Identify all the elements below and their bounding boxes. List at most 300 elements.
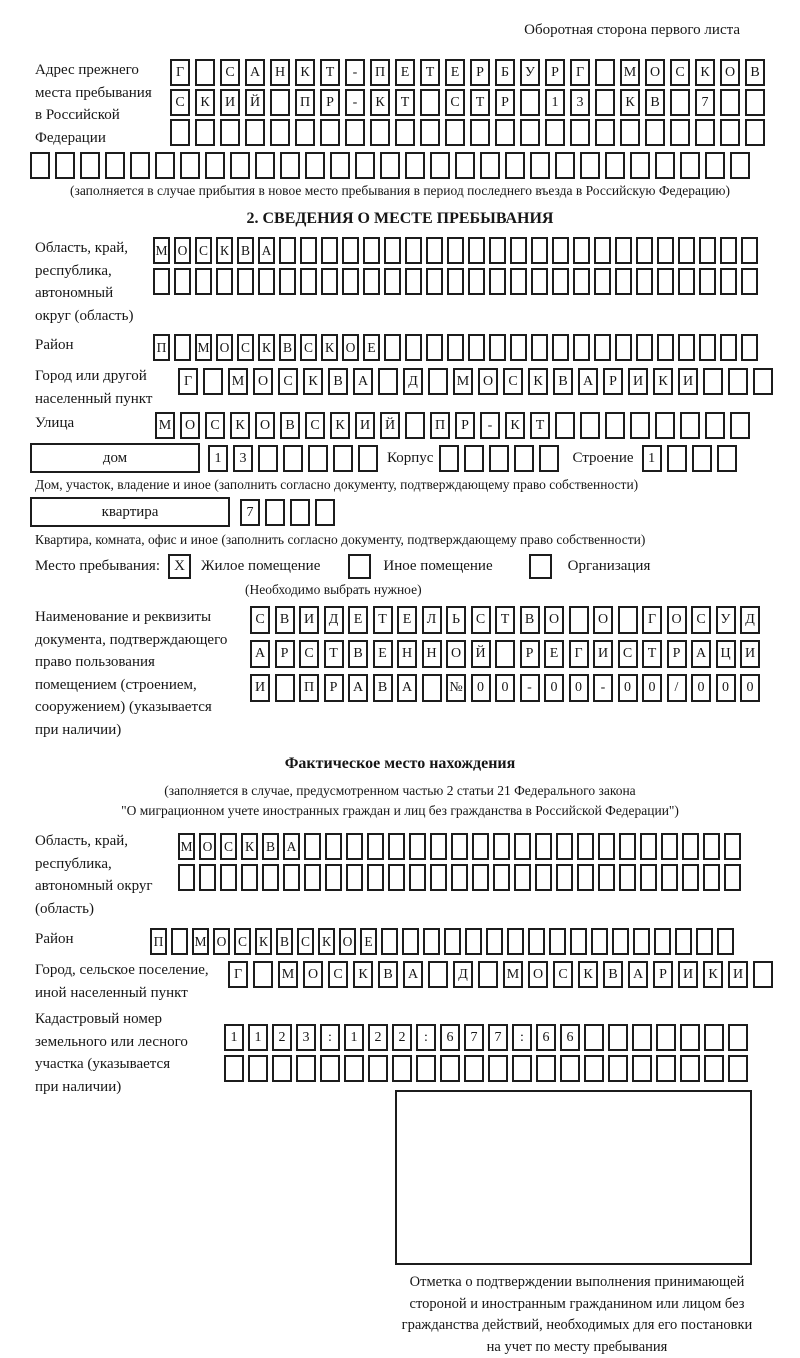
- char-cell[interactable]: [455, 152, 475, 179]
- char-cell[interactable]: С: [220, 833, 237, 860]
- char-cell[interactable]: [342, 237, 359, 264]
- char-cell[interactable]: [692, 445, 712, 472]
- char-cell[interactable]: К: [241, 833, 258, 860]
- char-cell[interactable]: [270, 89, 290, 116]
- char-cell[interactable]: [405, 237, 422, 264]
- char-cell[interactable]: [720, 334, 737, 361]
- char-cell[interactable]: [591, 928, 608, 955]
- char-cell[interactable]: Н: [397, 640, 417, 668]
- char-cell[interactable]: -: [593, 674, 613, 702]
- char-cell[interactable]: [468, 268, 485, 295]
- char-cell[interactable]: [320, 1055, 340, 1082]
- char-cell[interactable]: Н: [422, 640, 442, 668]
- char-cell[interactable]: [224, 1055, 244, 1082]
- char-cell[interactable]: О: [544, 606, 564, 634]
- char-cell[interactable]: [741, 268, 758, 295]
- char-cell[interactable]: [556, 864, 573, 891]
- char-cell[interactable]: [699, 268, 716, 295]
- char-cell[interactable]: Е: [397, 606, 417, 634]
- char-cell[interactable]: В: [348, 640, 368, 668]
- char-cell[interactable]: [741, 334, 758, 361]
- char-cell[interactable]: [80, 152, 100, 179]
- fact-oblast-boxrow-2[interactable]: [178, 864, 745, 891]
- char-cell[interactable]: [720, 89, 740, 116]
- char-cell[interactable]: 0: [618, 674, 638, 702]
- char-cell[interactable]: [531, 268, 548, 295]
- char-cell[interactable]: С: [205, 412, 225, 439]
- char-cell[interactable]: [447, 237, 464, 264]
- char-cell[interactable]: [315, 499, 335, 526]
- char-cell[interactable]: 0: [716, 674, 736, 702]
- char-cell[interactable]: С: [328, 961, 348, 988]
- char-cell[interactable]: М: [228, 368, 248, 395]
- char-cell[interactable]: [363, 268, 380, 295]
- char-cell[interactable]: [730, 152, 750, 179]
- char-cell[interactable]: 1: [545, 89, 565, 116]
- char-cell[interactable]: В: [275, 606, 295, 634]
- char-cell[interactable]: Р: [603, 368, 623, 395]
- char-cell[interactable]: [402, 928, 419, 955]
- char-cell[interactable]: 3: [570, 89, 590, 116]
- char-cell[interactable]: Е: [373, 640, 393, 668]
- char-cell[interactable]: [580, 412, 600, 439]
- char-cell[interactable]: [510, 334, 527, 361]
- char-cell[interactable]: [367, 833, 384, 860]
- char-cell[interactable]: В: [276, 928, 293, 955]
- char-cell[interactable]: С: [220, 59, 240, 86]
- char-cell[interactable]: Р: [470, 59, 490, 86]
- char-cell[interactable]: [195, 119, 215, 146]
- char-cell[interactable]: [346, 833, 363, 860]
- char-cell[interactable]: [203, 368, 223, 395]
- char-cell[interactable]: Р: [653, 961, 673, 988]
- char-cell[interactable]: С: [471, 606, 491, 634]
- kvartira-number-boxrow[interactable]: [240, 499, 340, 526]
- char-cell[interactable]: [724, 864, 741, 891]
- char-cell[interactable]: Р: [495, 89, 515, 116]
- char-cell[interactable]: [598, 833, 615, 860]
- char-cell[interactable]: [630, 412, 650, 439]
- char-cell[interactable]: [656, 1055, 676, 1082]
- char-cell[interactable]: [520, 119, 540, 146]
- char-cell[interactable]: [615, 237, 632, 264]
- char-cell[interactable]: [105, 152, 125, 179]
- char-cell[interactable]: [272, 1055, 292, 1082]
- char-cell[interactable]: П: [430, 412, 450, 439]
- char-cell[interactable]: 7: [695, 89, 715, 116]
- char-cell[interactable]: [728, 1055, 748, 1082]
- char-cell[interactable]: [489, 237, 506, 264]
- char-cell[interactable]: [654, 928, 671, 955]
- char-cell[interactable]: :: [512, 1024, 532, 1051]
- char-cell[interactable]: [720, 119, 740, 146]
- stroenie-boxrow[interactable]: [642, 445, 742, 472]
- char-cell[interactable]: [465, 928, 482, 955]
- char-cell[interactable]: С: [297, 928, 314, 955]
- char-cell[interactable]: [241, 864, 258, 891]
- char-cell[interactable]: К: [295, 59, 315, 86]
- doc-boxrow-2[interactable]: [250, 640, 765, 668]
- char-cell[interactable]: [216, 268, 233, 295]
- char-cell[interactable]: [333, 445, 353, 472]
- char-cell[interactable]: [640, 833, 657, 860]
- char-cell[interactable]: [539, 445, 559, 472]
- char-cell[interactable]: [655, 152, 675, 179]
- char-cell[interactable]: -: [480, 412, 500, 439]
- char-cell[interactable]: К: [370, 89, 390, 116]
- char-cell[interactable]: 7: [488, 1024, 508, 1051]
- char-cell[interactable]: [569, 606, 589, 634]
- char-cell[interactable]: [636, 268, 653, 295]
- char-cell[interactable]: [409, 833, 426, 860]
- char-cell[interactable]: 1: [224, 1024, 244, 1051]
- char-cell[interactable]: [174, 334, 191, 361]
- char-cell[interactable]: [633, 928, 650, 955]
- char-cell[interactable]: В: [262, 833, 279, 860]
- char-cell[interactable]: И: [250, 674, 270, 702]
- char-cell[interactable]: О: [199, 833, 216, 860]
- char-cell[interactable]: Б: [495, 59, 515, 86]
- char-cell[interactable]: [488, 1055, 508, 1082]
- char-cell[interactable]: [640, 864, 657, 891]
- char-cell[interactable]: П: [370, 59, 390, 86]
- char-cell[interactable]: Е: [348, 606, 368, 634]
- char-cell[interactable]: Е: [395, 59, 415, 86]
- char-cell[interactable]: [295, 119, 315, 146]
- char-cell[interactable]: С: [170, 89, 190, 116]
- char-cell[interactable]: [680, 1024, 700, 1051]
- char-cell[interactable]: [535, 833, 552, 860]
- char-cell[interactable]: 0: [740, 674, 760, 702]
- doc-boxrow-1[interactable]: [250, 606, 765, 634]
- char-cell[interactable]: [55, 152, 75, 179]
- char-cell[interactable]: [367, 864, 384, 891]
- char-cell[interactable]: Г: [570, 59, 590, 86]
- char-cell[interactable]: О: [174, 237, 191, 264]
- char-cell[interactable]: [552, 268, 569, 295]
- char-cell[interactable]: [577, 833, 594, 860]
- char-cell[interactable]: [308, 445, 328, 472]
- char-cell[interactable]: 1: [208, 445, 228, 472]
- char-cell[interactable]: [556, 833, 573, 860]
- char-cell[interactable]: [489, 445, 509, 472]
- char-cell[interactable]: [535, 864, 552, 891]
- char-cell[interactable]: К: [528, 368, 548, 395]
- char-cell[interactable]: А: [258, 237, 275, 264]
- char-cell[interactable]: Ц: [716, 640, 736, 668]
- char-cell[interactable]: [728, 1024, 748, 1051]
- char-cell[interactable]: О: [720, 59, 740, 86]
- char-cell[interactable]: [451, 864, 468, 891]
- char-cell[interactable]: [426, 334, 443, 361]
- char-cell[interactable]: [130, 152, 150, 179]
- oblast-boxrow-2[interactable]: [153, 268, 762, 295]
- char-cell[interactable]: П: [295, 89, 315, 116]
- char-cell[interactable]: [536, 1055, 556, 1082]
- char-cell[interactable]: [409, 864, 426, 891]
- char-cell[interactable]: [612, 928, 629, 955]
- char-cell[interactable]: [489, 268, 506, 295]
- char-cell[interactable]: Т: [420, 59, 440, 86]
- char-cell[interactable]: И: [678, 961, 698, 988]
- char-cell[interactable]: [528, 928, 545, 955]
- char-cell[interactable]: Г: [569, 640, 589, 668]
- char-cell[interactable]: [493, 864, 510, 891]
- char-cell[interactable]: [552, 334, 569, 361]
- char-cell[interactable]: [695, 119, 715, 146]
- char-cell[interactable]: О: [645, 59, 665, 86]
- char-cell[interactable]: О: [593, 606, 613, 634]
- char-cell[interactable]: [620, 119, 640, 146]
- char-cell[interactable]: [420, 119, 440, 146]
- char-cell[interactable]: [170, 119, 190, 146]
- char-cell[interactable]: С: [195, 237, 212, 264]
- char-cell[interactable]: [699, 237, 716, 264]
- char-cell[interactable]: [680, 412, 700, 439]
- char-cell[interactable]: О: [528, 961, 548, 988]
- char-cell[interactable]: 1: [344, 1024, 364, 1051]
- char-cell[interactable]: [384, 237, 401, 264]
- char-cell[interactable]: [555, 152, 575, 179]
- char-cell[interactable]: [405, 152, 425, 179]
- char-cell[interactable]: [703, 864, 720, 891]
- char-cell[interactable]: К: [255, 928, 272, 955]
- char-cell[interactable]: Й: [380, 412, 400, 439]
- char-cell[interactable]: А: [403, 961, 423, 988]
- char-cell[interactable]: [745, 89, 765, 116]
- char-cell[interactable]: И: [299, 606, 319, 634]
- char-cell[interactable]: Т: [642, 640, 662, 668]
- char-cell[interactable]: И: [593, 640, 613, 668]
- char-cell[interactable]: [155, 152, 175, 179]
- char-cell[interactable]: [464, 445, 484, 472]
- char-cell[interactable]: Р: [455, 412, 475, 439]
- char-cell[interactable]: К: [620, 89, 640, 116]
- char-cell[interactable]: Г: [170, 59, 190, 86]
- char-cell[interactable]: Ь: [446, 606, 466, 634]
- char-cell[interactable]: [595, 59, 615, 86]
- char-cell[interactable]: У: [520, 59, 540, 86]
- char-cell[interactable]: 2: [392, 1024, 412, 1051]
- char-cell[interactable]: К: [258, 334, 275, 361]
- char-cell[interactable]: Р: [275, 640, 295, 668]
- char-cell[interactable]: [430, 152, 450, 179]
- char-cell[interactable]: [636, 237, 653, 264]
- char-cell[interactable]: 0: [544, 674, 564, 702]
- char-cell[interactable]: [657, 268, 674, 295]
- prev-address-boxrow-1[interactable]: [170, 59, 770, 86]
- char-cell[interactable]: К: [653, 368, 673, 395]
- char-cell[interactable]: [405, 412, 425, 439]
- char-cell[interactable]: В: [378, 961, 398, 988]
- char-cell[interactable]: -: [520, 674, 540, 702]
- char-cell[interactable]: [304, 833, 321, 860]
- char-cell[interactable]: О: [213, 928, 230, 955]
- prev-address-boxrow-3[interactable]: [170, 119, 770, 146]
- char-cell[interactable]: [584, 1024, 604, 1051]
- char-cell[interactable]: [486, 928, 503, 955]
- char-cell[interactable]: [300, 268, 317, 295]
- char-cell[interactable]: -: [345, 59, 365, 86]
- char-cell[interactable]: С: [691, 606, 711, 634]
- char-cell[interactable]: Е: [360, 928, 377, 955]
- char-cell[interactable]: [279, 268, 296, 295]
- char-cell[interactable]: [380, 152, 400, 179]
- char-cell[interactable]: [384, 334, 401, 361]
- char-cell[interactable]: В: [553, 368, 573, 395]
- char-cell[interactable]: [545, 119, 565, 146]
- char-cell[interactable]: [678, 268, 695, 295]
- char-cell[interactable]: [573, 334, 590, 361]
- char-cell[interactable]: [512, 1055, 532, 1082]
- char-cell[interactable]: /: [667, 674, 687, 702]
- char-cell[interactable]: А: [578, 368, 598, 395]
- char-cell[interactable]: К: [195, 89, 215, 116]
- char-cell[interactable]: М: [178, 833, 195, 860]
- char-cell[interactable]: В: [745, 59, 765, 86]
- char-cell[interactable]: [703, 833, 720, 860]
- char-cell[interactable]: Р: [545, 59, 565, 86]
- char-cell[interactable]: [174, 268, 191, 295]
- char-cell[interactable]: [440, 1055, 460, 1082]
- char-cell[interactable]: 6: [440, 1024, 460, 1051]
- char-cell[interactable]: Й: [471, 640, 491, 668]
- char-cell[interactable]: [704, 1055, 724, 1082]
- char-cell[interactable]: [670, 89, 690, 116]
- char-cell[interactable]: [153, 268, 170, 295]
- char-cell[interactable]: [595, 119, 615, 146]
- char-cell[interactable]: М: [192, 928, 209, 955]
- char-cell[interactable]: [661, 864, 678, 891]
- checkbox-organizatsiya[interactable]: [529, 554, 552, 579]
- char-cell[interactable]: [618, 606, 638, 634]
- char-cell[interactable]: [258, 268, 275, 295]
- char-cell[interactable]: [555, 412, 575, 439]
- ulitsa-boxrow[interactable]: [155, 412, 755, 439]
- char-cell[interactable]: [472, 864, 489, 891]
- char-cell[interactable]: [645, 119, 665, 146]
- char-cell[interactable]: [384, 268, 401, 295]
- char-cell[interactable]: [279, 237, 296, 264]
- korpus-boxrow[interactable]: [439, 445, 564, 472]
- char-cell[interactable]: [678, 237, 695, 264]
- char-cell[interactable]: В: [328, 368, 348, 395]
- char-cell[interactable]: Р: [520, 640, 540, 668]
- char-cell[interactable]: [753, 961, 773, 988]
- char-cell[interactable]: Д: [453, 961, 473, 988]
- char-cell[interactable]: А: [628, 961, 648, 988]
- char-cell[interactable]: П: [299, 674, 319, 702]
- char-cell[interactable]: М: [453, 368, 473, 395]
- char-cell[interactable]: [325, 833, 342, 860]
- char-cell[interactable]: [495, 640, 515, 668]
- gorod-boxrow[interactable]: [178, 368, 778, 395]
- char-cell[interactable]: 2: [272, 1024, 292, 1051]
- char-cell[interactable]: [573, 237, 590, 264]
- char-cell[interactable]: А: [283, 833, 300, 860]
- char-cell[interactable]: [439, 445, 459, 472]
- char-cell[interactable]: [447, 268, 464, 295]
- char-cell[interactable]: Г: [228, 961, 248, 988]
- char-cell[interactable]: [420, 89, 440, 116]
- char-cell[interactable]: [368, 1055, 388, 1082]
- fact-gorod-boxrow[interactable]: [228, 961, 778, 988]
- char-cell[interactable]: [275, 674, 295, 702]
- oblast-boxrow-1[interactable]: [153, 237, 762, 264]
- char-cell[interactable]: [655, 412, 675, 439]
- char-cell[interactable]: [405, 334, 422, 361]
- char-cell[interactable]: Г: [642, 606, 662, 634]
- char-cell[interactable]: [505, 152, 525, 179]
- char-cell[interactable]: [531, 237, 548, 264]
- char-cell[interactable]: [667, 445, 687, 472]
- char-cell[interactable]: [594, 237, 611, 264]
- char-cell[interactable]: О: [342, 334, 359, 361]
- char-cell[interactable]: [730, 412, 750, 439]
- char-cell[interactable]: [580, 152, 600, 179]
- char-cell[interactable]: М: [155, 412, 175, 439]
- char-cell[interactable]: [426, 237, 443, 264]
- char-cell[interactable]: Н: [270, 59, 290, 86]
- char-cell[interactable]: [493, 833, 510, 860]
- char-cell[interactable]: [717, 445, 737, 472]
- char-cell[interactable]: [405, 268, 422, 295]
- char-cell[interactable]: [630, 152, 650, 179]
- char-cell[interactable]: Р: [320, 89, 340, 116]
- char-cell[interactable]: 1: [248, 1024, 268, 1051]
- char-cell[interactable]: О: [339, 928, 356, 955]
- char-cell[interactable]: Е: [544, 640, 564, 668]
- char-cell[interactable]: М: [195, 334, 212, 361]
- char-cell[interactable]: К: [318, 928, 335, 955]
- char-cell[interactable]: [171, 928, 188, 955]
- char-cell[interactable]: [619, 864, 636, 891]
- char-cell[interactable]: О: [446, 640, 466, 668]
- char-cell[interactable]: [220, 864, 237, 891]
- char-cell[interactable]: [670, 119, 690, 146]
- char-cell[interactable]: [661, 833, 678, 860]
- char-cell[interactable]: И: [628, 368, 648, 395]
- char-cell[interactable]: [363, 237, 380, 264]
- char-cell[interactable]: И: [355, 412, 375, 439]
- char-cell[interactable]: К: [578, 961, 598, 988]
- char-cell[interactable]: Т: [324, 640, 344, 668]
- char-cell[interactable]: [470, 119, 490, 146]
- char-cell[interactable]: [468, 334, 485, 361]
- char-cell[interactable]: 0: [642, 674, 662, 702]
- char-cell[interactable]: [180, 152, 200, 179]
- char-cell[interactable]: [560, 1055, 580, 1082]
- char-cell[interactable]: [478, 961, 498, 988]
- char-cell[interactable]: Д: [324, 606, 344, 634]
- char-cell[interactable]: [422, 674, 442, 702]
- char-cell[interactable]: [678, 334, 695, 361]
- char-cell[interactable]: [468, 237, 485, 264]
- char-cell[interactable]: А: [348, 674, 368, 702]
- char-cell[interactable]: [615, 334, 632, 361]
- char-cell[interactable]: В: [645, 89, 665, 116]
- char-cell[interactable]: [489, 334, 506, 361]
- char-cell[interactable]: Т: [395, 89, 415, 116]
- char-cell[interactable]: К: [505, 412, 525, 439]
- char-cell[interactable]: [178, 864, 195, 891]
- char-cell[interactable]: [255, 152, 275, 179]
- char-cell[interactable]: П: [150, 928, 167, 955]
- char-cell[interactable]: К: [353, 961, 373, 988]
- char-cell[interactable]: Т: [320, 59, 340, 86]
- char-cell[interactable]: Т: [530, 412, 550, 439]
- char-cell[interactable]: С: [445, 89, 465, 116]
